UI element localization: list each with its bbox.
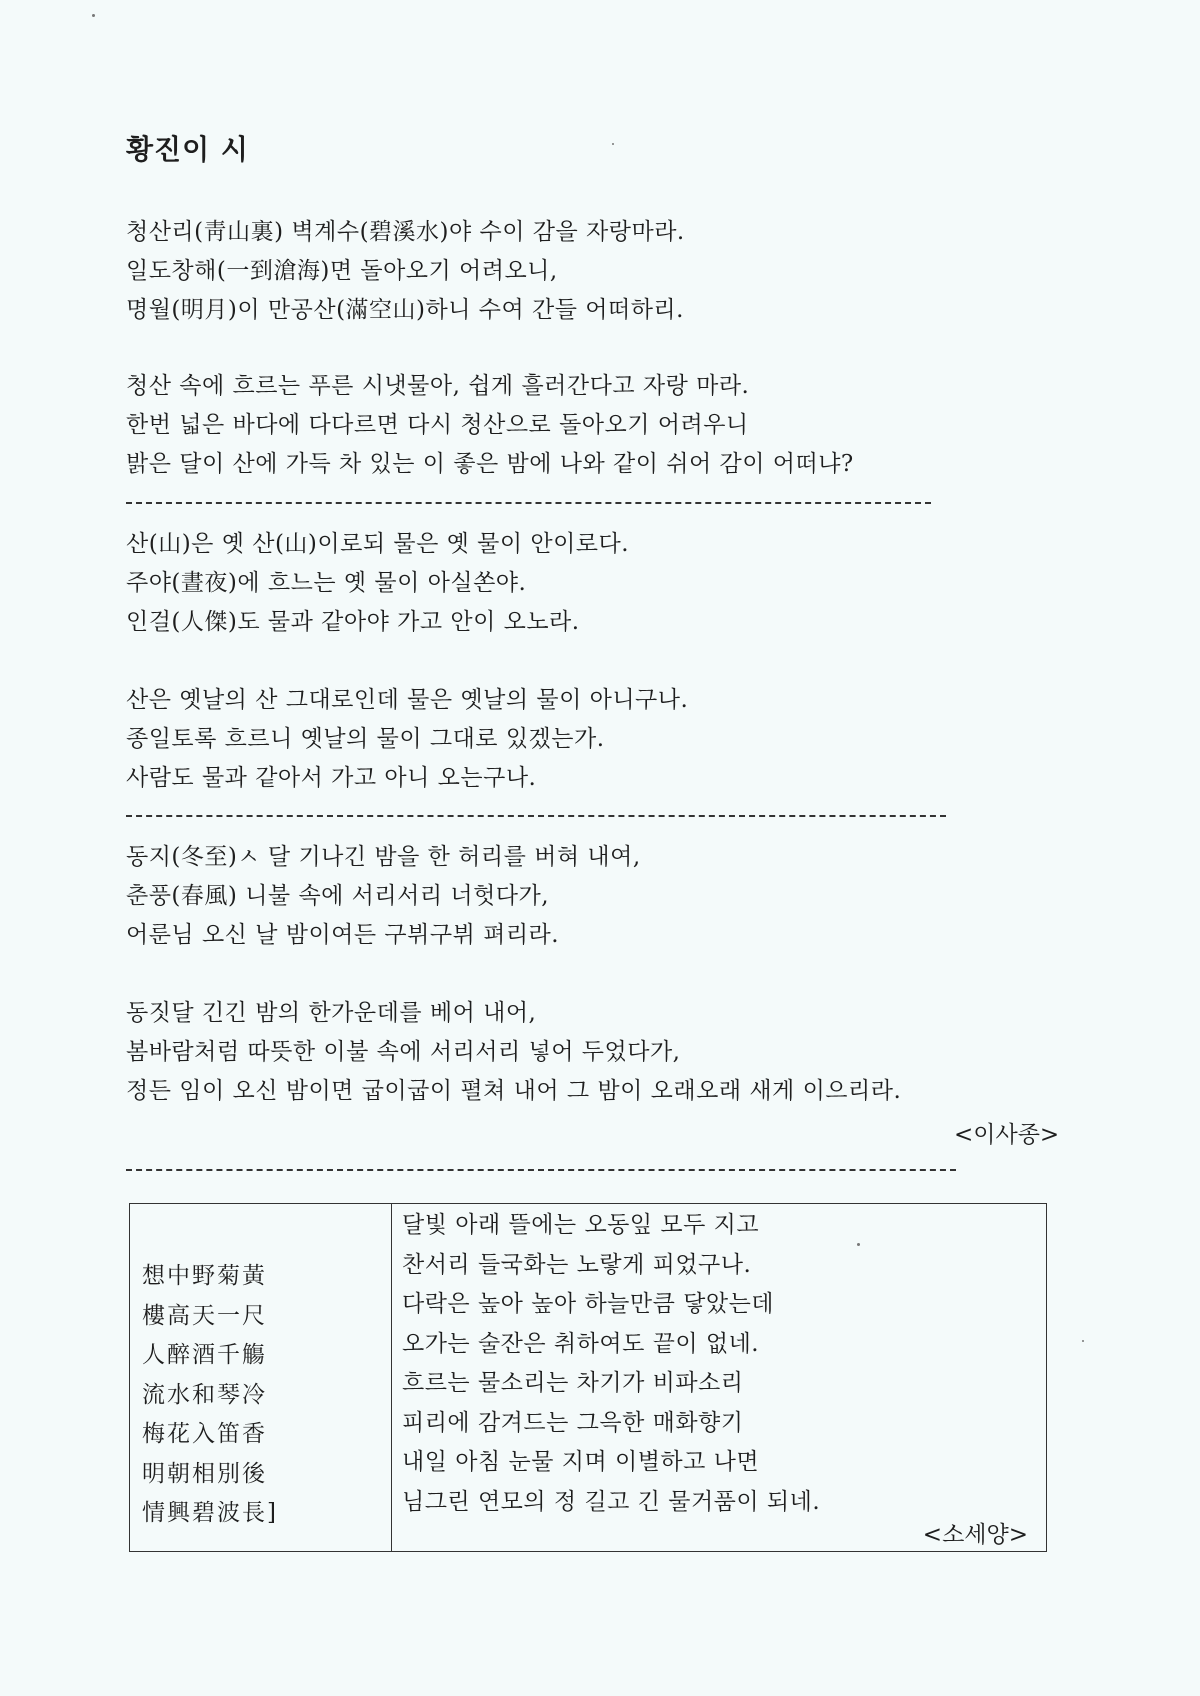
verse-line: 봄바람처럼 따뜻한 이불 속에 서리서리 넣어 두었다가, [126, 1039, 681, 1065]
hanja-line: 流水和琴冷 [142, 1381, 267, 1408]
verse-line: 종일토록 흐르니 옛날의 물이 그대로 있겠는가. [126, 726, 605, 752]
verse-line: 산은 옛날의 산 그대로인데 물은 옛날의 물이 아니구나. [126, 687, 689, 713]
verse-line: 밝은 달이 산에 가득 차 있는 이 좋은 밤에 나와 같이 쉬어 감이 어떠냐? [126, 451, 854, 477]
verse-line: 정든 임이 오신 밤이면 굽이굽이 펼쳐 내어 그 밤이 오래오래 새게 이으리라. [126, 1078, 902, 1104]
verse-line: 사람도 물과 같아서 가고 아니 오는구나. [126, 765, 537, 791]
verse-line: 청산리(靑山裏) 벽계수(碧溪水)야 수이 감을 자랑마라. [126, 219, 685, 245]
dashed-separator [126, 815, 946, 817]
poem1-modern [126, 367, 854, 484]
verse-line: 동지(冬至)ㅅ 달 기나긴 밤을 한 허리를 버혀 내여, [126, 844, 641, 870]
poem3-attribution: <이사종> [954, 1122, 1060, 1148]
poem4-korean-column [402, 1206, 820, 1522]
verse-line: 어룬님 오신 날 밤이여든 구뷔구뷔 펴리라. [126, 922, 560, 948]
poem3-original [126, 838, 641, 955]
hanja-line: 人醉酒千觴 [142, 1342, 267, 1368]
verse-line: 산(山)은 옛 산(山)이로되 물은 옛 물이 안이로다. [126, 531, 630, 557]
hanja-line: 情興碧波長] [142, 1500, 278, 1526]
verse-line: 인걸(人傑)도 물과 같아야 가고 안이 오노라. [126, 609, 580, 635]
scan-speck [92, 14, 95, 17]
dashed-separator [126, 1169, 956, 1171]
korean-line: 다락은 높아 높아 하늘만큼 닿았는데 [402, 1291, 775, 1317]
hanja-line: 想中野菊黃 [142, 1263, 267, 1289]
table-divider [391, 1204, 392, 1551]
poem4-hanja-column [142, 1257, 278, 1534]
korean-line: 내일 아침 눈물 지며 이별하고 나면 [402, 1449, 760, 1475]
korean-line: 오가는 술잔은 취하여도 끝이 없네. [402, 1330, 760, 1357]
hanja-line: 明朝相別後 [142, 1460, 267, 1487]
verse-line: 춘풍(春風) 니불 속에 서리서리 너헛다가, [126, 883, 550, 909]
verse-line: 한번 넓은 바다에 다다르면 다시 청산으로 돌아오기 어려우니 [126, 412, 749, 438]
korean-line: 달빛 아래 뜰에는 오동잎 모두 지고 [402, 1212, 760, 1238]
poem4-table [129, 1203, 1047, 1552]
scan-speck [857, 1243, 860, 1246]
scan-speck [1082, 1340, 1084, 1342]
korean-line: 님그린 연모의 정 길고 긴 물거품이 되네. [402, 1488, 821, 1515]
korean-line: 찬서리 들국화는 노랗게 피었구나. [402, 1251, 752, 1278]
hanja-line: 樓高天一尺 [142, 1302, 267, 1329]
dashed-separator [126, 502, 931, 504]
poem3-modern [126, 994, 901, 1111]
verse-line: 동짓달 긴긴 밤의 한가운데를 베어 내어, [126, 1000, 537, 1026]
poem4-attribution: <소세양> [922, 1522, 1028, 1548]
verse-line: 청산 속에 흐르는 푸른 시냇물아, 쉽게 흘러간다고 자랑 마라. [126, 373, 750, 399]
page-title: 황진이 시 [126, 133, 249, 166]
korean-line: 흐르는 물소리는 차기가 비파소리 [402, 1370, 744, 1396]
hanja-line: 梅花入笛香 [142, 1421, 267, 1447]
poem2-modern [126, 681, 688, 798]
scan-speck [612, 143, 614, 145]
korean-line: 피리에 감겨드는 그윽한 매화향기 [402, 1409, 744, 1436]
verse-line: 주야(晝夜)에 흐느는 옛 물이 아실쏜야. [126, 570, 527, 596]
poem2-original [126, 525, 629, 642]
verse-line: 명월(明月)이 만공산(滿空山)하니 수여 간들 어떠하리. [126, 297, 684, 323]
verse-line: 일도창해(一到滄海)면 돌아오기 어려오니, [126, 258, 558, 284]
poem1-original [126, 213, 685, 330]
